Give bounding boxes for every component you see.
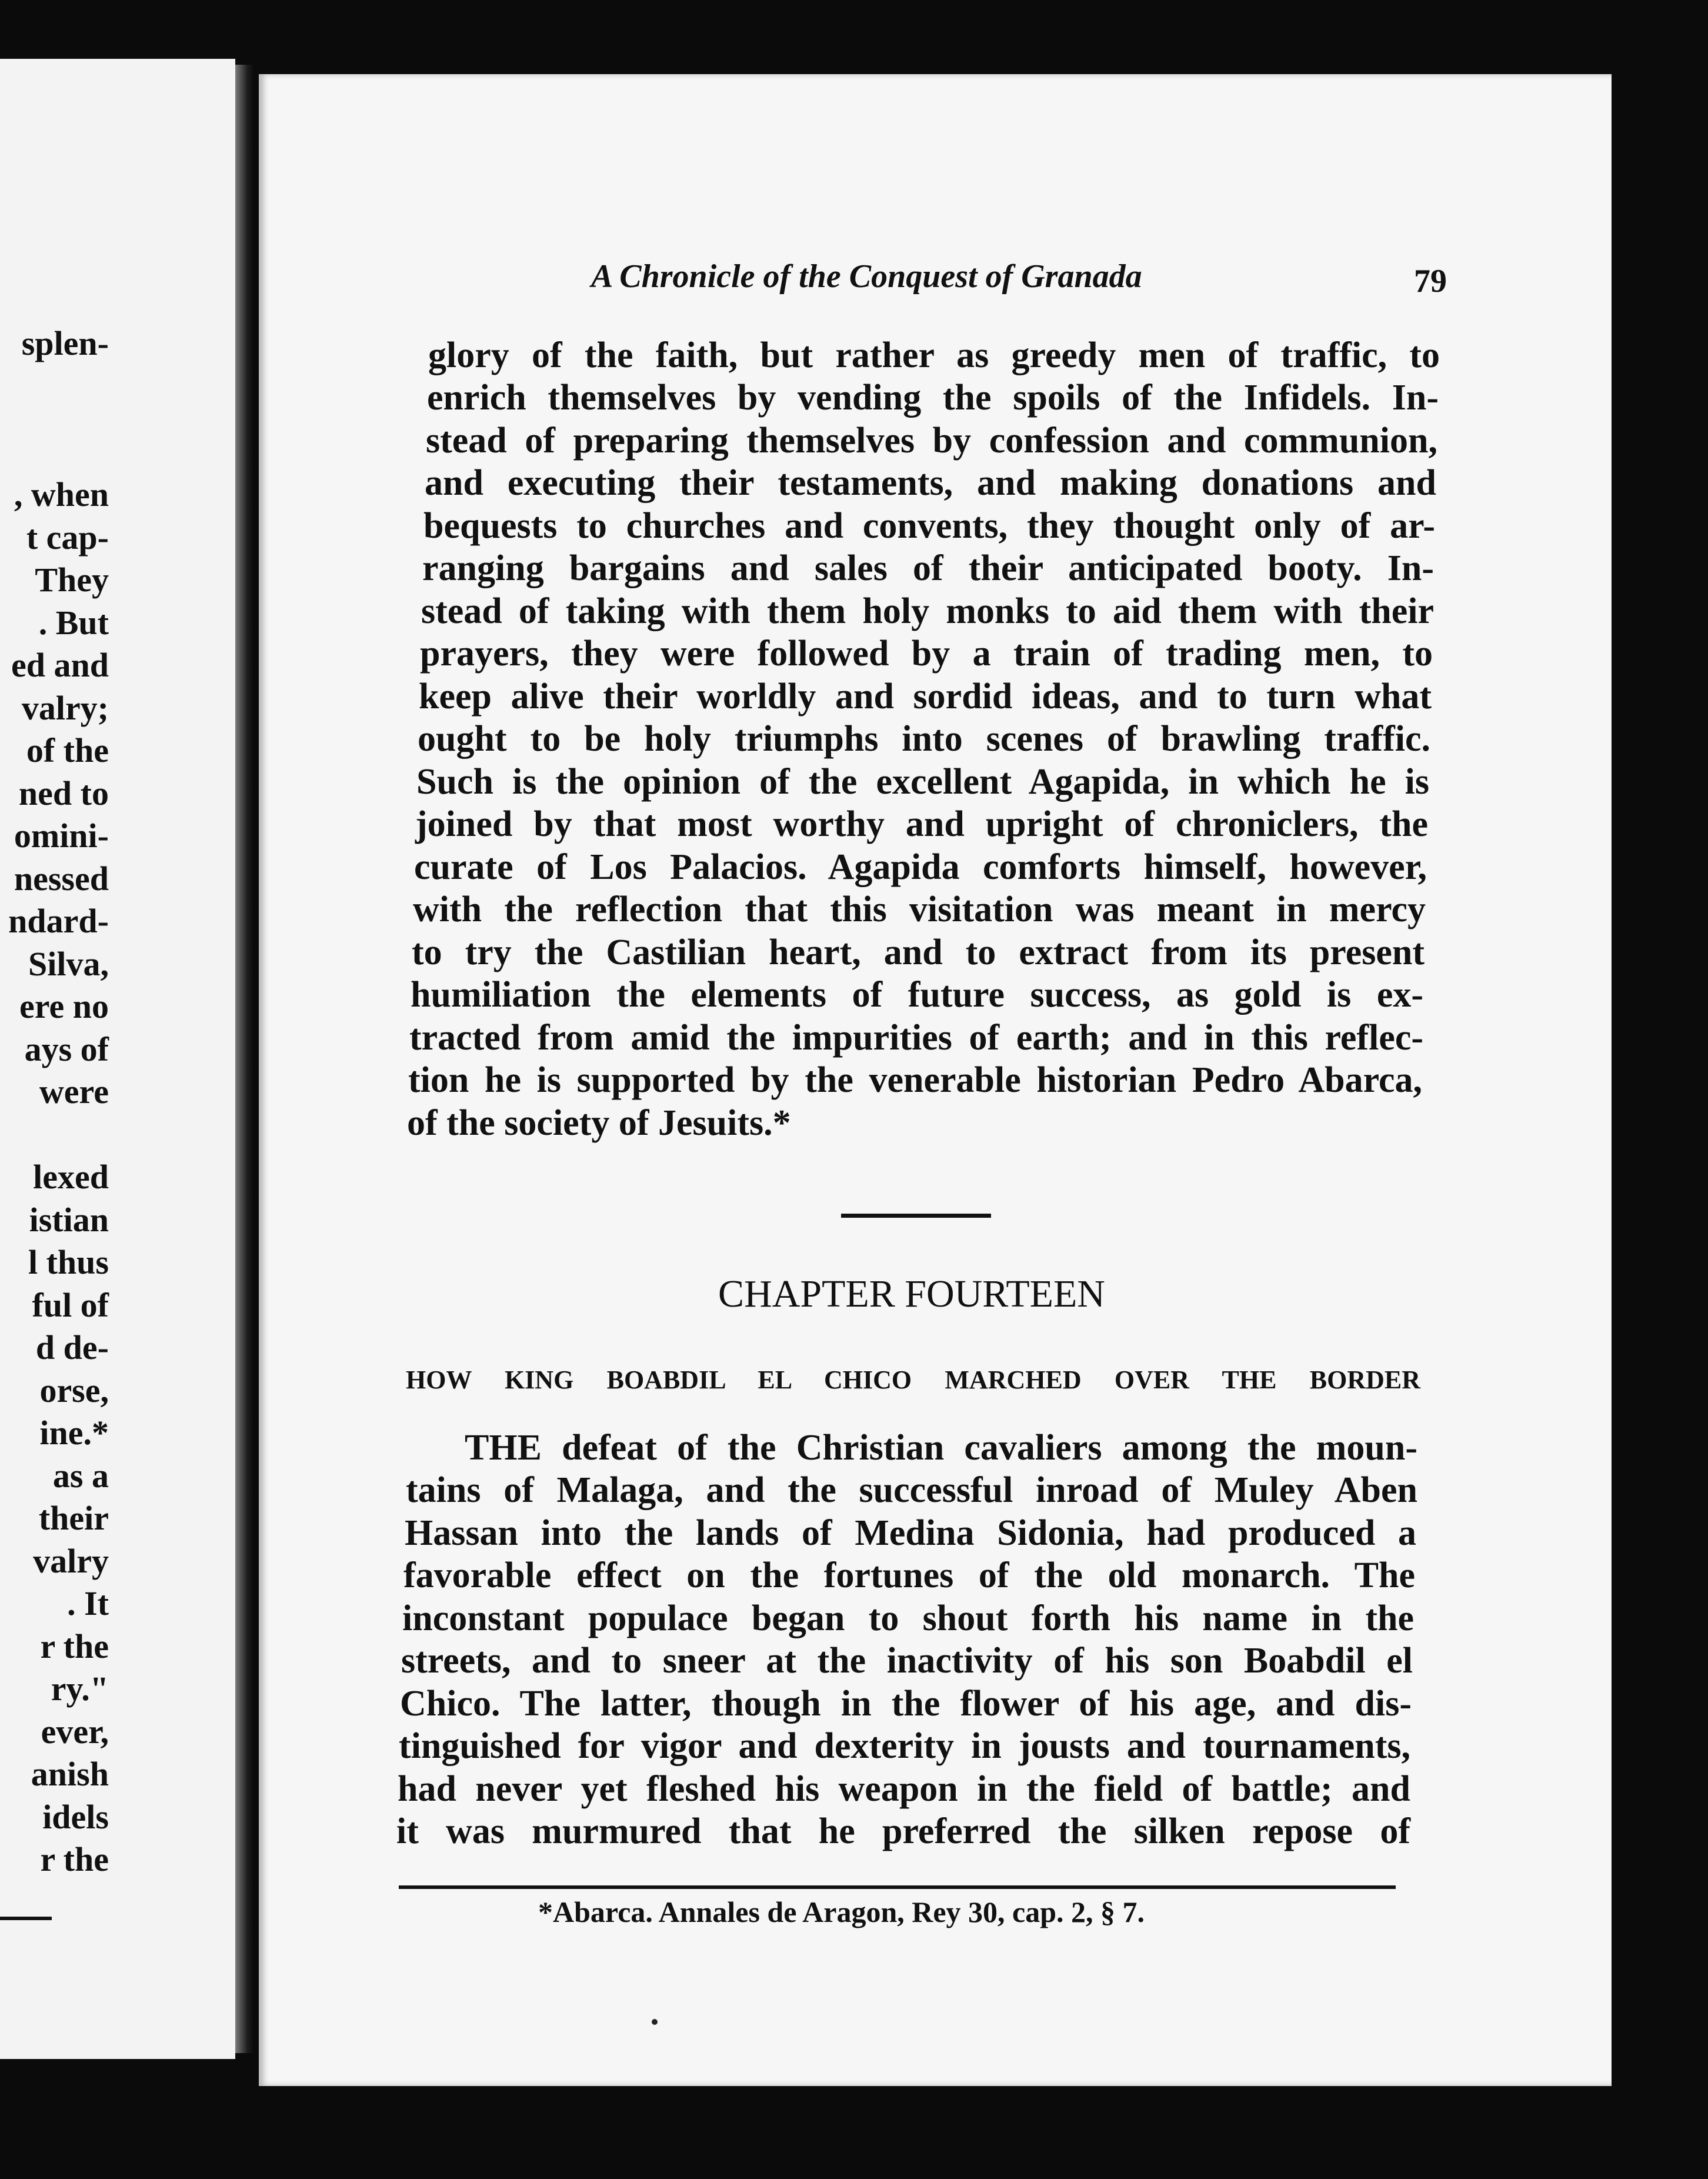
chapter-body-line: favorable effect on the fortunes of the old monarch. The bbox=[403, 1555, 1415, 1595]
chapter-body-line: tinguished for vigor and dexterity in jousts and tournaments, bbox=[399, 1726, 1410, 1766]
left-page-fragment: valry bbox=[33, 1542, 109, 1580]
body-line: ought to be holy triumphs into scenes of brawling traffic. bbox=[418, 719, 1430, 759]
left-page-fragment: istian bbox=[29, 1201, 109, 1239]
body-line: tion he is supported by the venerable historian Pedro Abarca, bbox=[408, 1060, 1422, 1100]
body-line: to try the Castilian heart, and to extract from its present bbox=[412, 932, 1425, 972]
left-page-fragment: Silva, bbox=[28, 945, 109, 983]
left-page-fragment: ever, bbox=[41, 1712, 109, 1751]
left-page-fragment: r the bbox=[40, 1627, 109, 1665]
body-line: Such is the opinion of the excellent Agapida, in which he is bbox=[416, 762, 1429, 802]
body-line: stead of taking with them holy monks to aid them with their bbox=[421, 591, 1434, 631]
running-head: A Chronicle of the Conquest of Granada bbox=[591, 258, 1142, 295]
body-line: humiliation the elements of future success, as gold is ex- bbox=[411, 975, 1423, 1015]
left-page-footnote-rule bbox=[0, 1917, 52, 1920]
body-line: and executing their testaments, and making donations and bbox=[425, 463, 1436, 503]
left-page-fragment: , when bbox=[14, 475, 109, 514]
page-number: 79 bbox=[1414, 263, 1447, 299]
left-page-fragment: idels bbox=[42, 1798, 109, 1836]
left-page-fragment: as a bbox=[52, 1457, 109, 1495]
left-page-fragment: lexed bbox=[33, 1158, 109, 1196]
left-page-fragment: t cap- bbox=[26, 518, 109, 557]
footnote-rule bbox=[399, 1885, 1396, 1889]
body-line: keep alive their worldly and sordid ideas, and to turn what bbox=[419, 677, 1432, 717]
left-page-fragment: l thus bbox=[28, 1243, 109, 1281]
left-page-fragment: ere no bbox=[19, 987, 109, 1025]
body-line-last: of the society of Jesuits.* bbox=[407, 1103, 791, 1143]
chapter-body-line: inconstant populace began to shout forth his name in the bbox=[402, 1598, 1414, 1638]
footnote: *Abarca. Annales de Aragon, Rey 30, cap. 2, § 7. bbox=[538, 1895, 1145, 1928]
left-page-fragment: were bbox=[39, 1072, 109, 1111]
left-page-fragment: ry." bbox=[51, 1670, 109, 1708]
chapter-subtitle: HOW KING BOABDIL EL CHICO MARCHED OVER THE BORDER bbox=[406, 1365, 1420, 1394]
left-page-fragment: omini- bbox=[14, 817, 109, 855]
left-page-fragment: ine.* bbox=[39, 1414, 109, 1452]
left-page-fragment: . It bbox=[67, 1584, 109, 1622]
chapter-body-line: had never yet fleshed his weapon in the field of battle; and bbox=[398, 1769, 1410, 1809]
chapter-body-line: THE defeat of the Christian cavaliers among the moun- bbox=[465, 1428, 1417, 1468]
body-line: prayers, they were followed by a train of trading men, to bbox=[420, 634, 1433, 674]
ink-speck bbox=[652, 2019, 658, 2025]
chapter-body-line: tains of Malaga, and the successful inroad of Muley Aben bbox=[406, 1470, 1417, 1510]
left-page-fragment: of the bbox=[26, 731, 109, 769]
chapter-body-line: Chico. The latter, though in the flower of his age, and dis- bbox=[400, 1684, 1412, 1724]
chapter-body-line: streets, and to sneer at the inactivity of his son Boabdil el bbox=[401, 1641, 1413, 1681]
left-page-fragment: ned to bbox=[18, 774, 109, 812]
body-line: bequests to churches and convents, they thought only of ar- bbox=[423, 506, 1435, 546]
left-page-fragment: nessed bbox=[14, 859, 109, 898]
body-line: stead of preparing themselves by confession and communion, bbox=[426, 421, 1437, 461]
left-page-fragment: ndard- bbox=[8, 902, 109, 940]
left-page bbox=[0, 59, 235, 2059]
body-line: ranging bargains and sales of their anticipated booty. In- bbox=[422, 548, 1434, 588]
left-page-fragment: They bbox=[35, 561, 109, 599]
left-page-fragment: splen- bbox=[21, 324, 109, 362]
left-page-fragment: r the bbox=[40, 1840, 109, 1878]
section-divider-rule bbox=[841, 1214, 991, 1218]
left-page-fragment: . But bbox=[38, 604, 109, 642]
left-page-fragment: valry; bbox=[21, 689, 109, 727]
book-spine-shadow bbox=[235, 65, 253, 2053]
left-page-fragment: ful of bbox=[32, 1286, 109, 1324]
chapter-body-line: it was murmured that he preferred the silken repose of bbox=[396, 1811, 1410, 1851]
left-page-fragment: anish bbox=[31, 1755, 109, 1793]
body-line: glory of the faith, but rather as greedy men of traffic, to bbox=[428, 335, 1440, 375]
chapter-title: CHAPTER FOURTEEN bbox=[718, 1272, 1105, 1315]
body-line: with the reflection that this visitation was meant in mercy bbox=[413, 889, 1426, 929]
body-line: joined by that most worthy and upright of chroniclers, the bbox=[415, 804, 1428, 844]
left-page-fragment: ays of bbox=[24, 1030, 109, 1068]
body-line: tracted from amid the impurities of earth; and in this reflec- bbox=[409, 1018, 1423, 1058]
body-line: enrich themselves by vending the spoils of the Infidels. In- bbox=[427, 378, 1439, 418]
left-page-fragment: their bbox=[38, 1499, 109, 1537]
left-page-fragment: d de- bbox=[35, 1328, 109, 1367]
body-line: curate of Los Palacios. Agapida comforts himself, however, bbox=[414, 847, 1427, 887]
left-page-fragment: orse, bbox=[39, 1371, 109, 1410]
left-page-fragment: ed and bbox=[11, 646, 109, 684]
chapter-body-line: Hassan into the lands of Medina Sidonia, had produced a bbox=[405, 1513, 1416, 1553]
